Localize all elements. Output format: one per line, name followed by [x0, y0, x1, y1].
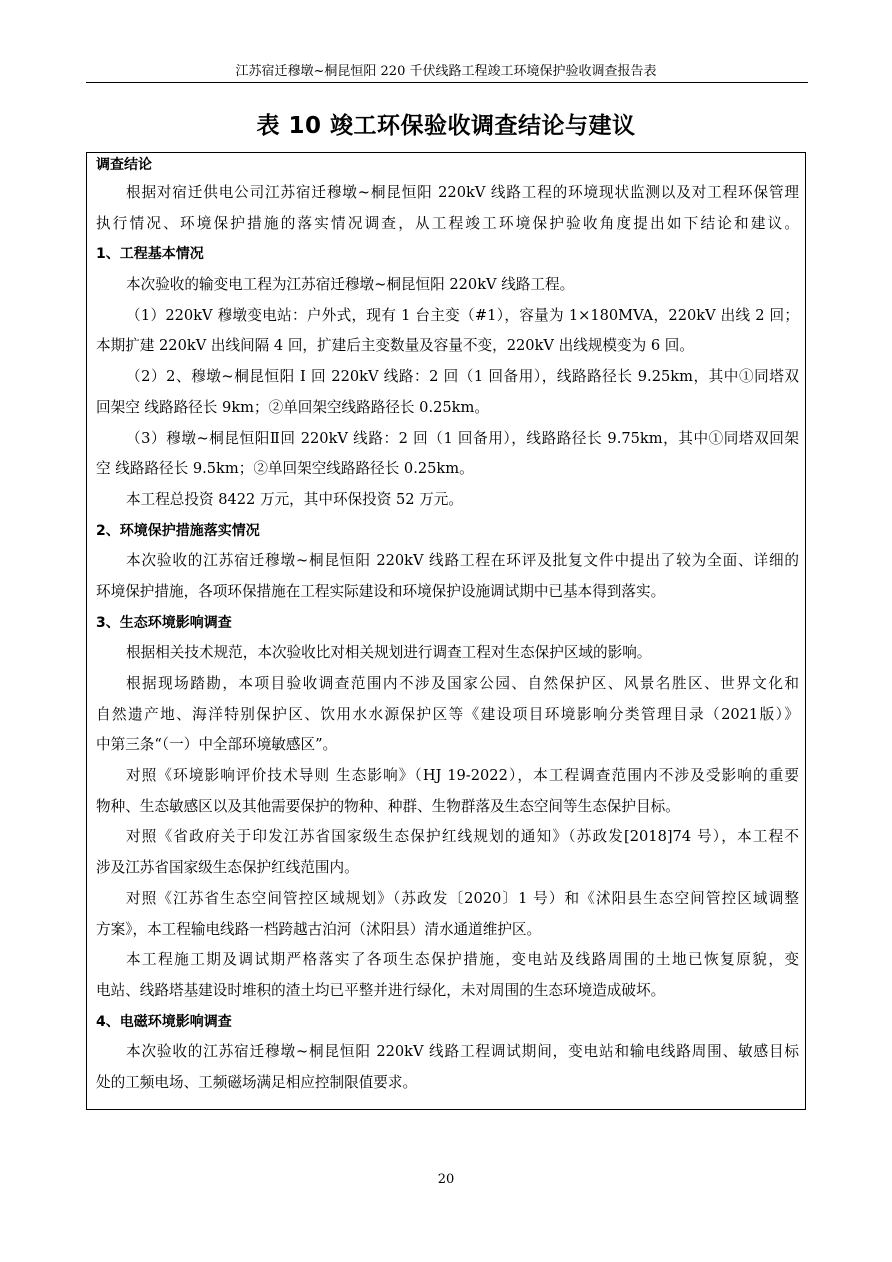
header-title: 江苏宿迁穆墩~桐昆恒阳 220 千伏线路工程竣工环境保护验收调查报告表 [235, 64, 657, 79]
section1-line-7: 空 线路路径长 9.5km；②单回架空线路路径长 0.25km。 [96, 460, 474, 478]
section1-line-5: 回架空 线路路径长 9km；②单回架空线路路径长 0.25km。 [96, 398, 489, 416]
section3-line-12: 电站、线路塔基建设时堆积的渣土均已平整并进行绿化，未对周围的生态环境造成破坏。 [96, 981, 666, 999]
section3-line-3: 自然遗产地、海洋特别保护区、饮用水水源保护区等《建设项目环境影响分类管理目录（2021版）》 [96, 705, 799, 723]
section1-line-4: （2）2、穆墩~桐昆恒阳 I 回 220kV 线路：2 回（1 回备用），线路路径长 9.25km，其中①同塔双 [126, 368, 799, 386]
section1-heading: 1、工程基本情况 [96, 246, 204, 263]
section4-heading: 4、电磁环境影响调查 [96, 1013, 232, 1030]
section3-line-7: 对照《省政府关于印发江苏省国家级生态保护红线规划的通知》（苏政发[2018]74 号），本工程不 [126, 828, 799, 846]
section4-line-1: 本次验收的江苏宿迁穆墩~桐昆恒阳 220kV 线路工程调试期间，变电站和输电线路周围、敏感目标 [126, 1043, 799, 1061]
header-divider [86, 82, 808, 83]
conclusion-table [86, 152, 806, 1110]
section3-line-1: 根据相关技术规范，本次验收比对相关规划进行调查工程对生态保护区域的影响。 [126, 644, 652, 662]
section1-line-8: 本工程总投资 8422 万元，其中环保投资 52 万元。 [126, 490, 463, 508]
section2-heading: 2、环境保护措施落实情况 [96, 522, 260, 539]
section3-line-6: 物种、生态敏感区以及其他需要保护的物种、种群、生物群落及生态空间等生态保护目标。 [96, 797, 680, 815]
table-content [96, 153, 799, 1099]
section3-line-4: 中第三条“（一）中全部环境敏感区”。 [96, 736, 338, 754]
section1-line-6: （3）穆墩~桐昆恒阳Ⅱ回 220kV 线路：2 回（1 回备用），线路路径长 9.75km，其中①同塔双回架 [126, 429, 799, 447]
section3-line-11: 本工程施工期及调试期严格落实了各项生态保护措施，变电站及线路周围的土地已恢复原貌，变 [126, 951, 799, 969]
section3-line-10: 方案》，本工程输电线路一档跨越古泊河（沭阳县）清水通道维护区。 [96, 920, 542, 938]
section3-line-8: 涉及江苏省国家级生态保护红线范围内。 [96, 859, 359, 877]
section3-line-2: 根据现场踏勘，本项目验收调查范围内不涉及国家公园、自然保护区、风景名胜区、世界文化和 [126, 675, 799, 692]
section1-line-2: （1）220kV 穆墩变电站：户外式，现有 1 台主变（#1），容量为 1×180MVA，220kV 出线 2 回； [126, 306, 799, 324]
intro-line-1: 根据对宿迁供电公司江苏宿迁穆墩~桐昆恒阳 220kV 线路工程的环境现状监测以及对工程环保管理 [126, 184, 799, 201]
section4-line-2: 处的工频电场、工频磁场满足相应控制限值要求。 [96, 1073, 418, 1091]
section3-line-9: 对照《江苏省生态空间管控区域规划》（苏政发〔2020〕1 号）和《沭阳县生态空间管控区域调整 [126, 889, 799, 907]
intro-line-2: 执行情况、环境保护措施的落实情况调查，从工程竣工环境保护验收角度提出如下结论和建议。 [96, 214, 799, 232]
page-number: 20 [437, 1172, 455, 1187]
section1-line-1: 本次验收的输变电工程为江苏宿迁穆墩~桐昆恒阳 220kV 线路工程。 [126, 276, 575, 294]
section1-line-3: 本期扩建 220kV 出线间隔 4 回，扩建后主变数量及容量不变，220kV 出线规模变为 6 回。 [96, 337, 694, 355]
heading-conclusion: 调查结论 [96, 157, 152, 173]
section3-heading: 3、生态环境影响调查 [96, 614, 232, 631]
section3-line-5: 对照《环境影响评价技术导则 生态影响》（HJ 19-2022），本工程调查范围内不涉及受影响的重要 [126, 767, 799, 785]
page-title: 表 10 竣工环保验收调查结论与建议 [256, 113, 636, 139]
section2-line-1: 本次验收的江苏宿迁穆墩~桐昆恒阳 220kV 线路工程在环评及批复文件中提出了较为全面、详细的 [126, 552, 799, 570]
section2-line-2: 环境保护措施，各项环保措施在工程实际建设和环境保护设施调试期中已基本得到落实。 [96, 582, 666, 600]
